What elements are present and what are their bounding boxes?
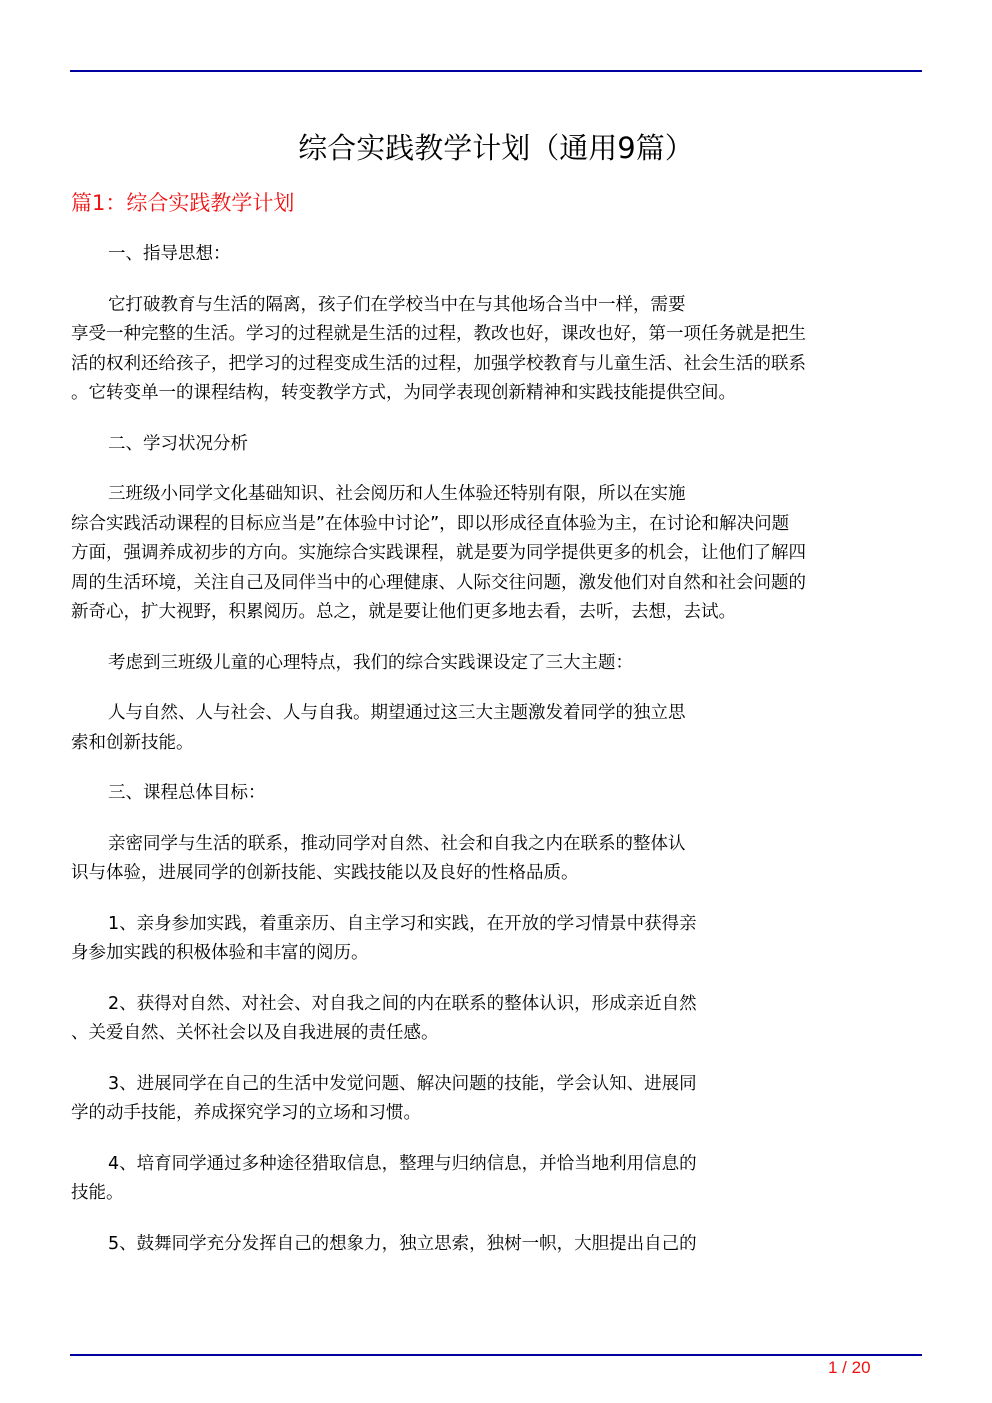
paragraph-line: 考虑到三班级儿童的心理特点，我们的综合实践课设定了三大主题： xyxy=(108,652,633,673)
paragraph xyxy=(71,1150,921,1209)
paragraph-line: 识与体验，进展同学的创新技能、实践技能以及良好的性格品质。 xyxy=(71,863,579,883)
paragraph xyxy=(71,430,921,460)
paragraph xyxy=(71,830,921,889)
paragraph-line: 方面，强调养成初步的方向。实施综合实践课程，就是要为同学提供更多的机会，让他们了解四 xyxy=(71,543,806,563)
paragraph-line: 2、获得对自然、对社会、对自我之间的内在联系的整体认识，形成亲近自然 xyxy=(108,993,697,1014)
paragraph-line: 二、学习状况分析 xyxy=(108,433,248,454)
paragraph-line: 索和创新技能。 xyxy=(71,732,194,753)
paragraph-line: 综合实践活动课程的目标应当是”在体验中讨论”，即以形成径直体验为主，在讨论和解决问题 xyxy=(71,513,790,534)
paragraph-line: 4、培育同学通过多种途径猎取信息，整理与归纳信息，并恰当地利用信息的 xyxy=(108,1153,697,1174)
paragraph-line: 人与自然、人与社会、人与自我。期望通过这三大主题激发着同学的独立思 xyxy=(108,703,686,723)
paragraph xyxy=(71,1230,921,1260)
paragraph xyxy=(71,240,921,270)
paragraph-line: 一、指导思想： xyxy=(108,244,231,264)
paragraph xyxy=(71,649,921,679)
paragraph-line: 、关爱自然、关怀社会以及自我进展的责任感。 xyxy=(71,1023,439,1043)
paragraph-line: 它打破教育与生活的隔离，孩子们在学校当中在与其他场合当中一样，需要 xyxy=(108,294,686,315)
header-rule xyxy=(70,70,922,72)
paragraph xyxy=(71,910,921,969)
paragraph-line: 活的权利还给孩子，把学习的过程变成生活的过程，加强学校教育与儿童生活、社会生活的联系 xyxy=(71,353,806,374)
paragraph-line: 新奇心，扩大视野，积累阅历。总之，就是要让他们更多地去看，去听，去想，去试。 xyxy=(71,602,736,622)
paragraph-line: 学的动手技能，养成探究学习的立场和习惯。 xyxy=(71,1103,421,1123)
paragraph-line: 身参加实践的积极体验和丰富的阅历。 xyxy=(71,943,369,963)
document-body xyxy=(71,240,921,1280)
section-heading: 篇1：综合实践教学计划 xyxy=(71,191,295,215)
paragraph-line: 。它转变单一的课程结构，转变教学方式，为同学表现创新精神和实践技能提供空间。 xyxy=(71,383,736,403)
paragraph-line: 享受一种完整的生活。学习的过程就是生活的过程，教改也好，课改也好，第一项任务就是把生 xyxy=(71,324,806,344)
document-title: 综合实践教学计划（通用9篇） xyxy=(298,131,694,165)
paragraph-line: 亲密同学与生活的联系，推动同学对自然、社会和自我之内在联系的整体认 xyxy=(108,833,686,854)
paragraph-line: 1、亲身参加实践，着重亲历、自主学习和实践，在开放的学习情景中获得亲 xyxy=(108,913,697,934)
paragraph-line: 技能。 xyxy=(71,1183,124,1203)
paragraph-line: 三班级小同学文化基础知识、社会阅历和人生体验还特别有限，所以在实施 xyxy=(108,484,686,504)
paragraph xyxy=(71,990,921,1049)
paragraph xyxy=(71,291,921,409)
footer-rule xyxy=(70,1354,922,1356)
paragraph-line: 3、进展同学在自己的生活中发觉问题、解决问题的技能，学会认知、进展同 xyxy=(108,1073,697,1094)
paragraph xyxy=(71,480,921,628)
paragraph xyxy=(71,1070,921,1129)
paragraph-line: 5、鼓舞同学充分发挥自己的想象力，独立思索，独树一帜，大胆提出自己的 xyxy=(108,1233,697,1254)
paragraph xyxy=(71,699,921,758)
paragraph xyxy=(71,779,921,809)
paragraph-line: 周的生活环境，关注自己及同伴当中的心理健康、人际交往问题，激发他们对自然和社会问题的 xyxy=(71,572,806,593)
page-number: 1 / 20 xyxy=(828,1358,871,1377)
paragraph-line: 三、课程总体目标： xyxy=(108,783,266,803)
